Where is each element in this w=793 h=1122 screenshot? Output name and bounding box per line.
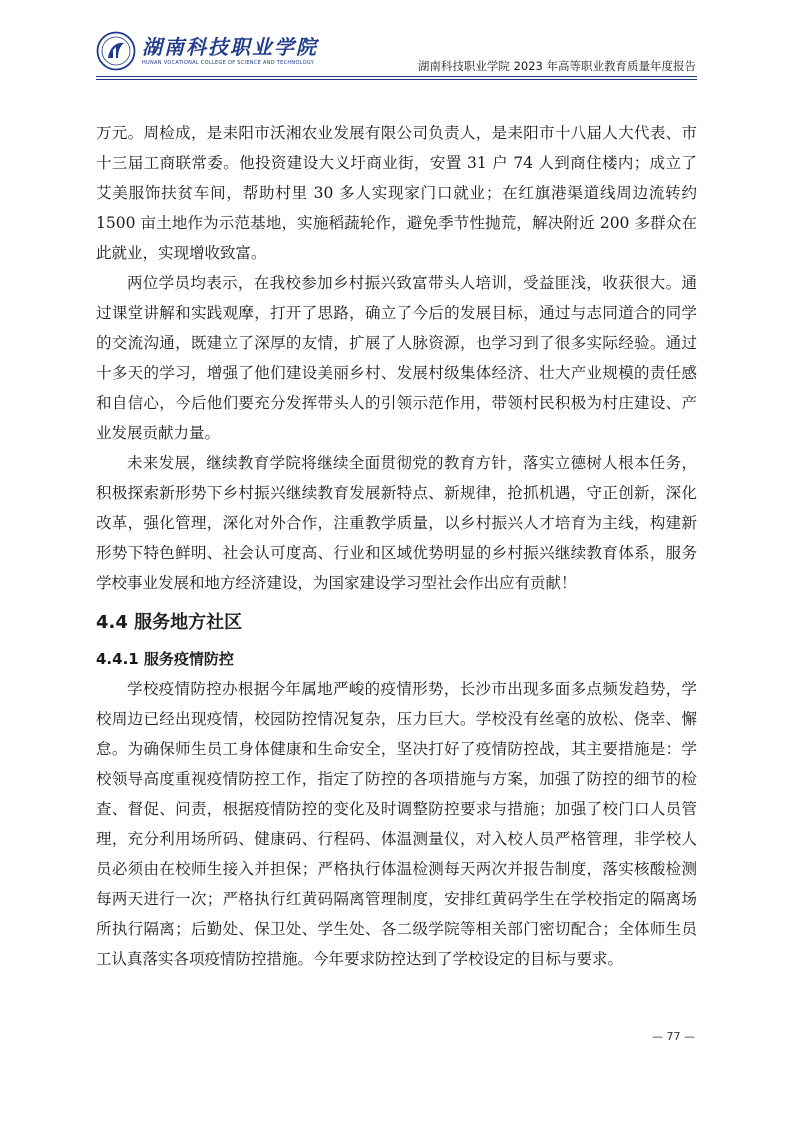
page-number: — 77 —	[652, 1030, 695, 1043]
page-content	[96, 118, 697, 974]
logo-text	[142, 35, 318, 67]
header-divider	[96, 76, 697, 77]
logo-chinese-name: 湖南科技职业学院	[142, 35, 318, 59]
subsection-heading: 4.4.1 服务疫情防控	[96, 650, 234, 668]
college-logo	[96, 31, 318, 71]
paragraph-epidemic-control: 学校疫情防控办根据今年属地严峻的疫情形势，长沙市出现多面多点频发趋势，学校周边已经出现疫情，校园防控情况复杂，压力巨大。学校没有丝毫的放松、侥幸、懈怠。为确保师生员工身体健康和生命安全，坚决打好了疫情防控战，其主要措施是：学校领导高度重视疫情防控工作，指定了防控的各项措施与方案，加强了防控的细节的检查、督促、问责，根据疫情防控的变化及时调整防控要求与措施；加强了校门口人员管理，充分利用场所码、健康码、行程码、体温测量仪，对入校人员严格管理，非学校人员必须由在校师生接入并担保；严格执行体温检测每天两次并报告制度，落实核酸检测每两天进行一次；严格执行红黄码隔离管理制度，安排红黄码学生在学校指定的隔离场所执行隔离；后勤处、保卫处、学生处、各二级学院等相关部门密切配合；全体师生员工认真落实各项疫情防控措施。今年要求防控达到了学校设定的目标与要求。	[96, 680, 697, 968]
logo-english-name: HUNAN VOCATIONAL COLLEGE OF SCIENCE AND TECHNOLOGY	[142, 60, 315, 66]
paragraph-trainee-feedback: 两位学员均表示，在我校参加乡村振兴致富带头人培训，受益匪浅，收获很大。通过课堂讲解和实践观摩，打开了思路，确立了今后的发展目标，通过与志同道合的同学的交流沟通，既建立了深厚的友情，扩展了人脉资源，也学习到了很多实际经验。通过十多天的学习，增强了他们建设美丽乡村、发展村级集体经济、壮大产业规模的责任感和自信心，今后他们要充分发挥带头人的引领示范作用，带领村民积极为村庄建设、产业发展贡献力量。	[96, 274, 697, 442]
section-heading: 4.4 服务地方社区	[96, 612, 243, 633]
page-header	[0, 0, 793, 82]
paragraph-continued: 万元。周检成，是耒阳市沃湘农业发展有限公司负责人，是耒阳市十八届人大代表、市十三届工商联常委。他投资建设大义圩商业街，安置 31 户 74 人到商住楼内；成立了艾美服饰扶贫车间，帮助村里 30 多人实现家门口就业；在红旗港渠道线周边流转约 1500 亩土地作为示范基地，实施稻蔬轮作，避免季节性抛荒，解决附近 200 多群众在此就业，实现增收致富。	[96, 124, 697, 262]
report-title: 湖南科技职业学院 2023 年高等职业教育质量年度报告	[417, 59, 696, 73]
college-seal-icon	[96, 31, 136, 71]
paragraph-future-development: 未来发展，继续教育学院将继续全面贯彻党的教育方针，落实立德树人根本任务，积极探索新形势下乡村振兴继续教育发展新特点、新规律，抢抓机遇，守正创新，深化改革，强化管理，深化对外合作，注重教学质量，以乡村振兴人才培育为主线，构建新形势下特色鲜明、社会认可度高、行业和区域优势明显的乡村振兴继续教育体系，服务学校事业发展和地方经济建设，为国家建设学习型社会作出应有贡献！	[96, 454, 697, 592]
header-divider-thin	[96, 79, 697, 80]
